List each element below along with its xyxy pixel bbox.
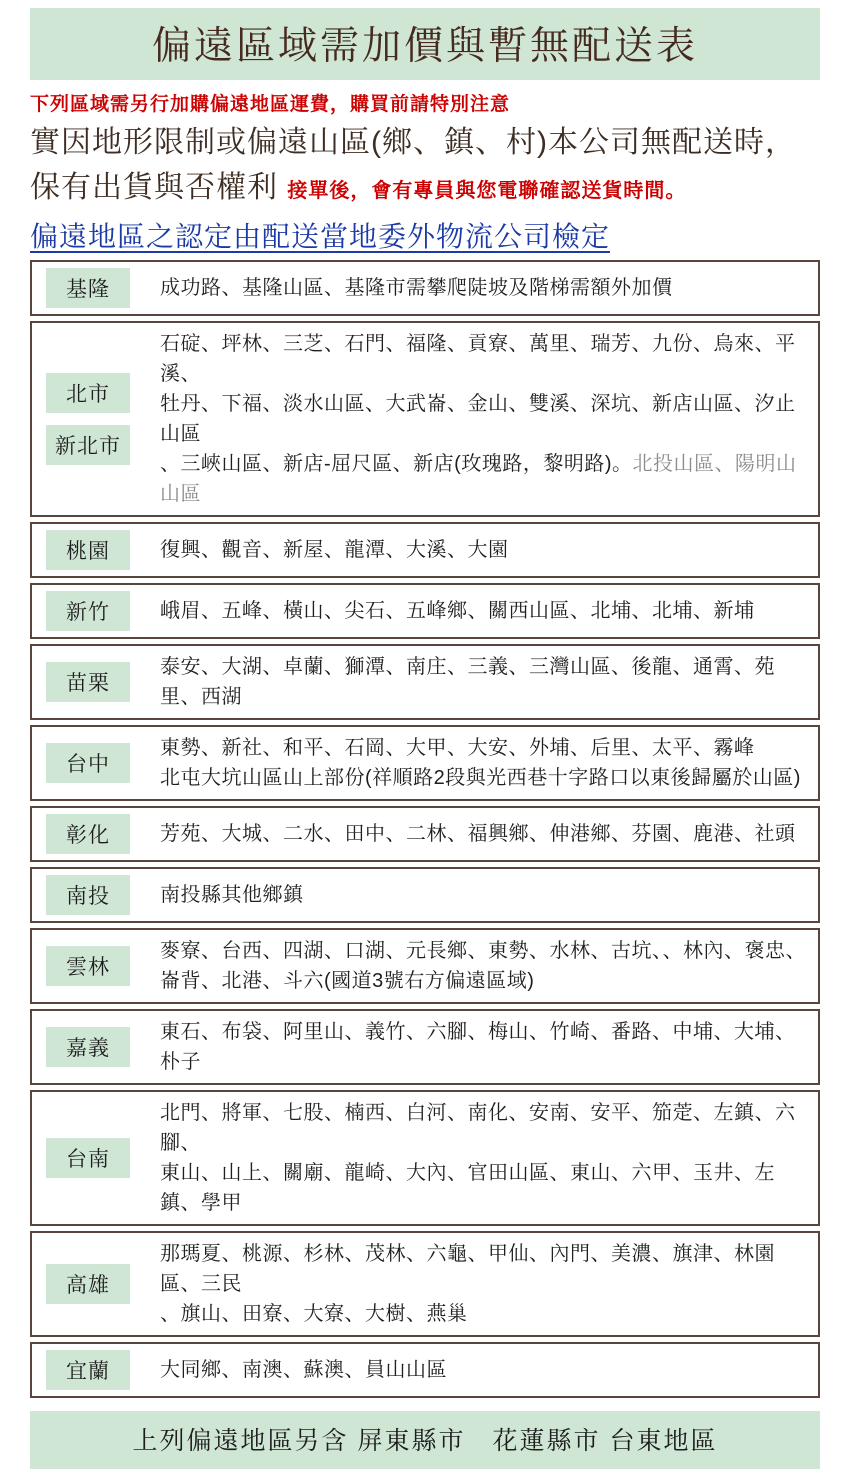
region-areas-segment: 那瑪夏、桃源、杉林、茂林、六龜、甲仙、內門、美濃、旗津、林園區、三民	[160, 1243, 775, 1295]
region-label: 嘉義	[46, 1027, 130, 1067]
table-row	[30, 725, 820, 801]
region-label: 高雄	[46, 1264, 130, 1304]
region-areas-line	[160, 1098, 810, 1158]
region-label: 雲林	[46, 946, 130, 986]
region-areas-segment: 東山、山上、關廟、龍崎、大內、官田山區、東山、六甲、玉井、左鎮、學甲	[160, 1162, 775, 1214]
region-label-group	[46, 875, 142, 915]
region-label-group	[46, 743, 142, 783]
region-areas-line	[160, 1355, 447, 1385]
region-label: 台中	[46, 743, 130, 783]
table-row	[30, 806, 820, 862]
region-areas-line	[160, 535, 509, 565]
region-areas-line	[160, 449, 810, 509]
region-areas-segment: 東勢、新社、和平、石岡、大甲、大安、外埔、后里、太平、霧峰	[160, 737, 755, 759]
footer-note: 上列偏遠地區另含 屏東縣市 花蓮縣市 台東地區	[30, 1411, 820, 1469]
region-areas-segment: 泰安、大湖、卓蘭、獅潭、南庄、三義、三灣山區、後龍、通霄、苑里、西湖	[160, 656, 775, 708]
remote-area-definition-text: 偏遠地區之認定由配送當地委外物流公司檢定	[30, 221, 611, 252]
region-areas-line	[160, 596, 755, 626]
region-areas-line	[160, 936, 806, 966]
region-areas-text	[160, 936, 806, 996]
region-areas-muted-segment: 北投山區、陽明山山區	[160, 453, 797, 505]
region-areas-segment: 麥寮、台西、四湖、口湖、元長鄉、東勢、水林、古坑、、林內、褒忠、	[160, 940, 806, 962]
policy-line-2: 保有出貨與否權利	[30, 171, 278, 204]
region-label-group	[46, 1264, 142, 1304]
region-areas-line	[160, 1239, 810, 1299]
delivery-policy-text	[30, 120, 820, 214]
region-label: 南投	[46, 875, 130, 915]
region-areas-line	[160, 966, 806, 996]
region-areas-text	[160, 1239, 810, 1329]
region-areas-text	[160, 535, 509, 565]
page-title: 偏遠區域需加價與暫無配送表	[30, 8, 820, 80]
region-label: 宜蘭	[46, 1350, 130, 1390]
region-areas-line	[160, 1158, 810, 1218]
region-areas-text	[160, 819, 796, 849]
region-label-group	[46, 530, 142, 570]
region-areas-line	[160, 273, 673, 303]
region-label: 新竹	[46, 591, 130, 631]
region-areas-line	[160, 652, 810, 712]
region-areas-segment: 芳苑、大城、二水、田中、二林、福興鄉、伸港鄉、芬園、鹿港、社頭	[160, 823, 796, 845]
region-areas-line	[160, 1299, 810, 1329]
region-label-group	[46, 814, 142, 854]
region-label-group	[46, 662, 142, 702]
region-label-group	[46, 1138, 142, 1178]
table-row	[30, 1090, 820, 1226]
region-areas-text	[160, 1098, 810, 1218]
region-areas-text	[160, 1355, 447, 1385]
table-row	[30, 867, 820, 923]
region-areas-line	[160, 329, 810, 389]
region-areas-segment: 北屯大坑山區山上部份(祥順路2段與光西巷十字路口以東後歸屬於山區)	[160, 767, 801, 789]
region-label: 北市	[46, 373, 130, 413]
region-label-group	[46, 946, 142, 986]
region-areas-segment: 崙背、北港、斗六(國道3號右方偏遠區域)	[160, 970, 535, 992]
region-areas-segment: 峨眉、五峰、橫山、尖石、五峰鄉、關西山區、北埔、北埔、新埔	[160, 600, 755, 622]
region-areas-text	[160, 329, 810, 509]
region-label-group	[46, 373, 142, 465]
region-label-group	[46, 1027, 142, 1067]
region-label: 新北市	[46, 425, 130, 465]
region-areas-text	[160, 596, 755, 626]
region-label: 彰化	[46, 814, 130, 854]
region-label: 基隆	[46, 268, 130, 308]
region-areas-line	[160, 819, 796, 849]
policy-line-1: 實因地形限制或偏遠山區(鄉、鎮、村)本公司無配送時，	[30, 126, 796, 159]
region-areas-line	[160, 763, 801, 793]
table-row	[30, 321, 820, 517]
policy-contact-note: 接單後，會有專員與您電聯確認送貨時間。	[287, 180, 687, 202]
region-areas-segment: 大同鄉、南澳、蘇澳、員山山區	[160, 1359, 447, 1381]
region-areas-segment: 成功路、基隆山區、基隆市需攀爬陡坡及階梯需額外加價	[160, 277, 673, 299]
region-areas-segment: 東石、布袋、阿里山、義竹、六腳、梅山、竹崎、番路、中埔、大埔、朴子	[160, 1021, 796, 1073]
region-label-group	[46, 268, 142, 308]
region-areas-segment: 石碇、坪林、三芝、石門、福隆、貢寮、萬里、瑞芳、九份、烏來、平溪、	[160, 333, 796, 385]
region-areas-segment: 復興、觀音、新屋、龍潭、大溪、大園	[160, 539, 509, 561]
table-row	[30, 928, 820, 1004]
table-row	[30, 1009, 820, 1085]
region-label: 苗栗	[46, 662, 130, 702]
region-areas-text	[160, 273, 673, 303]
region-areas-segment: 北門、將軍、七股、楠西、白河、南化、安南、安平、笳萣、左鎮、六腳、	[160, 1102, 796, 1154]
region-areas-line	[160, 733, 801, 763]
region-areas-text	[160, 733, 801, 793]
region-label-group	[46, 591, 142, 631]
region-areas-segment: 南投縣其他鄉鎮	[160, 884, 304, 906]
table-row	[30, 1342, 820, 1398]
table-row	[30, 644, 820, 720]
region-label: 桃園	[46, 530, 130, 570]
region-areas-text	[160, 1017, 810, 1077]
region-areas-text	[160, 880, 304, 910]
surcharge-warning-text: 下列區域需另行加購偏遠地區運費，購買前請特別注意	[30, 94, 511, 115]
table-row	[30, 522, 820, 578]
region-areas-segment: 、旗山、田寮、大寮、大樹、燕巢	[160, 1303, 468, 1325]
table-row	[30, 260, 820, 316]
region-areas-segment: 、三峽山區、新店-屈尺區、新店(玫瑰路，黎明路)。	[160, 453, 633, 475]
region-label-group	[46, 1350, 142, 1390]
region-areas-segment: 牡丹、下福、淡水山區、大武崙、金山、雙溪、深坑、新店山區、汐止山區	[160, 393, 796, 445]
region-label: 台南	[46, 1138, 130, 1178]
table-row	[30, 583, 820, 639]
delivery-table	[30, 260, 820, 1398]
table-row	[30, 1231, 820, 1337]
region-areas-text	[160, 652, 810, 712]
region-areas-line	[160, 880, 304, 910]
region-areas-line	[160, 1017, 810, 1077]
region-areas-line	[160, 389, 810, 449]
